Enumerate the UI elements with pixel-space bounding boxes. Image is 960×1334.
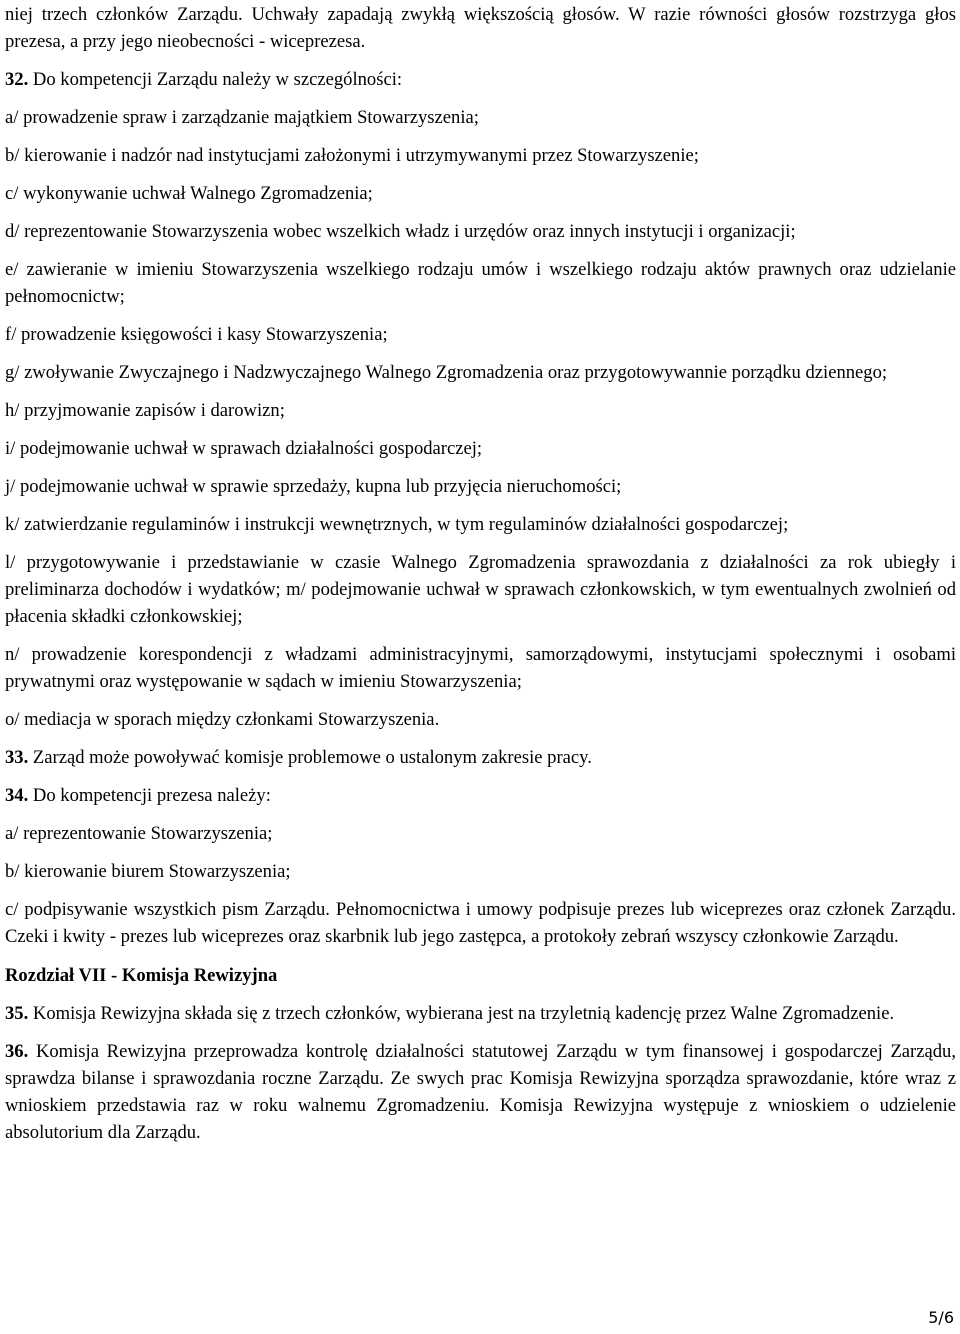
list-item-text: j/ podejmowanie uchwał w sprawie sprzedaży, kupna lub przyjęcia nieruchomości;	[5, 476, 622, 497]
list-item-l-m	[5, 549, 956, 630]
paragraph-32	[5, 66, 956, 93]
page-number: 5/6	[928, 1308, 954, 1327]
paragraph-number: 33.	[5, 747, 29, 768]
list-item-a-prezes	[5, 820, 956, 847]
paragraph-number: 35.	[5, 1003, 29, 1024]
list-item-text: i/ podejmowanie uchwał w sprawach działalności gospodarczej;	[5, 438, 483, 459]
paragraph-35	[5, 1000, 956, 1027]
list-item-text: c/ podpisywanie wszystkich pism Zarządu. Pełnomocnictwa i umowy podpisuje prezes lub wiceprezes oraz członek Zarządu. Czeki i kwity - prezes lub wiceprezes oraz skarbnik lub jego zastępca, a protokoły zebrań wszyscy członkowie Zarządu.	[5, 899, 956, 947]
list-item-b	[5, 142, 956, 169]
paragraph-31-continuation	[5, 1, 956, 55]
chapter-heading: Rozdział VII - Komisja Rewizyjna	[5, 965, 278, 986]
list-item-o	[5, 706, 956, 733]
list-item-c	[5, 180, 956, 207]
list-item-text: n/ prowadzenie korespondencji z władzami administracyjnymi, samorządowymi, instytucjami społecznymi i osobami prywatnymi oraz występowanie w sądach w imieniu Stowarzyszenia;	[5, 644, 956, 692]
paragraph-34	[5, 782, 956, 809]
list-item-text: b/ kierowanie biurem Stowarzyszenia;	[5, 861, 291, 882]
list-item-g	[5, 359, 956, 386]
list-item-text: d/ reprezentowanie Stowarzyszenia wobec wszelkich władz i urzędów oraz innych instytucji i organizacji;	[5, 221, 796, 242]
list-item-text: b/ kierowanie i nadzór nad instytucjami założonymi i utrzymywanymi przez Stowarzyszenie;	[5, 145, 699, 166]
paragraph-text: Do kompetencji prezesa należy:	[28, 785, 271, 806]
list-item-i	[5, 435, 956, 462]
paragraph-number: 32.	[5, 69, 29, 90]
list-item-f	[5, 321, 956, 348]
list-item-text: c/ wykonywanie uchwał Walnego Zgromadzenia;	[5, 183, 373, 204]
list-item-text: a/ reprezentowanie Stowarzyszenia;	[5, 823, 273, 844]
paragraph-text: Zarząd może powoływać komisje problemowe o ustalonym zakresie pracy.	[28, 747, 592, 768]
list-item-j	[5, 473, 956, 500]
document-page	[5, 0, 956, 1157]
list-item-text: h/ przyjmowanie zapisów i darowizn;	[5, 400, 285, 421]
list-item-h	[5, 397, 956, 424]
list-item-text: g/ zwoływanie Zwyczajnego i Nadzwyczajnego Walnego Zgromadzenia oraz przygotowywannie porządku dziennego;	[5, 362, 888, 383]
list-item-text: o/ mediacja w sporach między członkami Stowarzyszenia.	[5, 709, 440, 730]
paragraph-33	[5, 744, 956, 771]
list-item-text: a/ prowadzenie spraw i zarządzanie majątkiem Stowarzyszenia;	[5, 107, 479, 128]
list-item-text: k/ zatwierdzanie regulaminów i instrukcji wewnętrznych, w tym regulaminów działalności gospodarczej;	[5, 514, 789, 535]
paragraph-text: Komisja Rewizyjna przeprowadza kontrolę działalności statutowej Zarządu w tym finansowej i gospodarczej Zarządu, sprawdza bilanse i sprawozdania roczne Zarządu. Ze swych prac Komisja Rewizyjna sporządza sprawozdanie, które wraz z wnioskiem przedstawia raz w roku walnemu Zgromadzeniu. Komisja Rewizyjna występuje z wnioskiem o udzielenie absolutorium dla Zarządu.	[5, 1041, 956, 1143]
list-item-k	[5, 511, 956, 538]
list-item-a	[5, 104, 956, 131]
paragraph-36	[5, 1038, 956, 1146]
list-item-d	[5, 218, 956, 245]
list-item-b-prezes	[5, 858, 956, 885]
list-item-text: f/ prowadzenie księgowości i kasy Stowarzyszenia;	[5, 324, 388, 345]
paragraph-number: 36.	[5, 1041, 29, 1062]
list-item-e	[5, 256, 956, 310]
list-item-c-prezes	[5, 896, 956, 950]
paragraph-text: Do kompetencji Zarządu należy w szczególności:	[28, 69, 403, 90]
paragraph-text: niej trzech członków Zarządu. Uchwały zapadają zwykłą większością głosów. W razie równości głosów rozstrzyga głos prezesa, a przy jego nieobecności - wiceprezesa.	[5, 4, 956, 52]
paragraph-number: 34.	[5, 785, 29, 806]
paragraph-text: Komisja Rewizyjna składa się z trzech członków, wybierana jest na trzyletnią kadencję przez Walne Zgromadzenie.	[28, 1003, 895, 1024]
list-item-n	[5, 641, 956, 695]
list-item-text: l/ przygotowywanie i przedstawianie w czasie Walnego Zgromadzenia sprawozdania z działalności za rok ubiegły i preliminarza dochodów i wydatków; m/ podejmowanie uchwał w sprawach członkowskich, w tym ewentualnych zwolnień od płacenia składki członkowskiej;	[5, 552, 956, 627]
list-item-text: e/ zawieranie w imieniu Stowarzyszenia wszelkiego rodzaju umów i wszelkiego rodzaju aktów prawnych oraz udzielanie pełnomocnictw;	[5, 259, 956, 307]
